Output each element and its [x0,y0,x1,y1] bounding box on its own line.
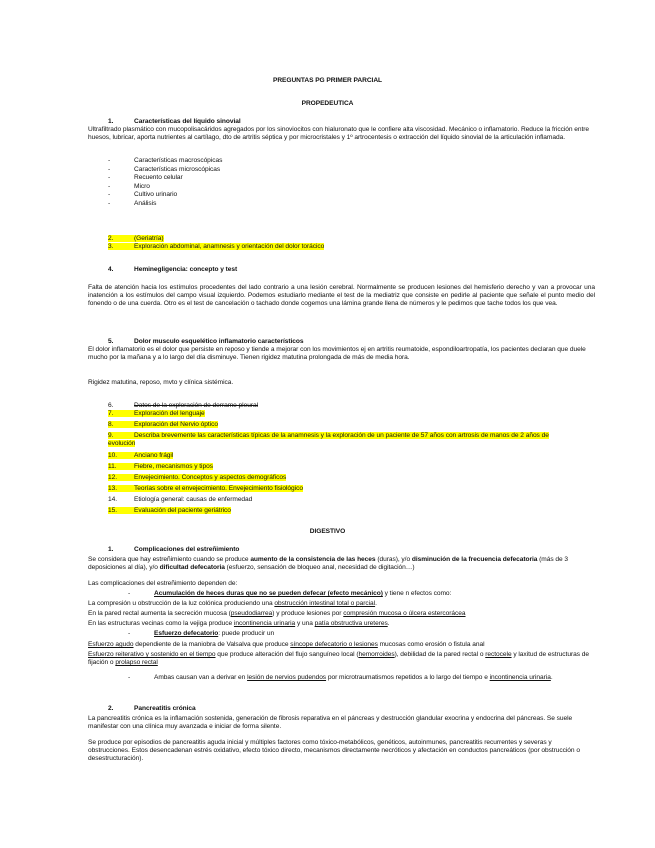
question-heading: 1. Características del líquido sinovial [108,118,241,125]
paragraph: En la pared rectal aumenta la secreción mucosa (pseudodiarrea) y produce lesiones por compresión mucosa o úlcera estercorácea [88,610,466,617]
paragraph: Esfuerzo reiterativo y sostenido en el tiempo que produce alteración del flujo sanguíneo local (hemorroides), debilidad de la pared rectal o rectocele y laxitud de estructuras de fijación o prolapso rectal [88,651,589,666]
question-heading: 1. Complicaciones del estreñimiento [108,546,240,553]
list-item: - Esfuerzo defecatorio: puede producir un [128,630,275,637]
question-item: 2. (Geriatría) [108,235,164,242]
section-heading-digestivo: DIGESTIVO [309,528,346,535]
question-item: 14. Etiología general: causas de enfermedad [108,496,253,503]
list-item: - Recuento celular [108,174,183,181]
question-heading: 4. Heminegligencia: concepto y test [108,266,238,273]
question-item: 12. Envejecimiento. Conceptos y aspectos demográficos [108,474,287,481]
question-item: 11. Fiebre, mecanismos y tipos [108,463,213,470]
paragraph: Las complicaciones del estreñimiento dependen de: [88,580,238,587]
section-heading-propedeutica: PROPEDEUTICA [301,100,354,107]
list-item: - Análisis [108,199,157,207]
question-item: 6. Datos de la exploración de derrame pleural [108,402,258,409]
paragraph: En las estructuras vecinas como la vejiga produce incontinencia urinaria y una patía obstructiva ureteres. [88,620,390,627]
question-item: 15. Evaluación del paciente geriátrico [108,507,231,514]
paragraph: Esfuerzo agudo dependiente de la maniobra de Valsalva que produce síncope defecatorio o lesiones mucosas como erosión o fistula anal [88,641,485,648]
question-item: 7. Exploración del lenguaje [108,410,205,417]
question-answer: Ultrafiltrado plasmático con mucopolisacáridos agregados por los sinoviocitos con hialuronato que le confiere alta viscosidad. Mecánico o inflamatorio. Reduce la fricción entre huesos, lubricar, aporta nutrientes al cartílago, dto de artritis séptica y por microcristales y 1º artrocentesis o extracción del líquido sinovial de la articulación inflamada. [88,126,590,141]
question-answer: La pancreatitis crónica es la inflamación sostenida, generación de fibrosis reparativa en el páncreas y destrucción glandular exocrina y endocrina del páncreas. Se suele manifestar con una clínica muy avanzada e iniciar de forma silente. [88,715,573,730]
question-answer: Se considera que hay estreñimiento cuando se produce aumento de la consistencia de las heces (duras), y/o disminución de la frecuencia defecatoria (más de 3 deposiciones al día), y/o dificultad defecatoria (esfuerzo, sensación de bloqueo anal, necesidad de digitación…) [88,556,569,571]
list-item: - Ambas causan van a derivar en lesión de nervios pudendos por microtraumatismos repetidos a lo largo del tiempo e incontinencia urinaria. [128,674,553,681]
question-item: 9. Describa brevemente las características típicas de la anamnesis y la exploración de un paciente de 57 años con artrosis de manos de 2 años de evolución [108,432,549,447]
list-item: - Características macroscópicas [108,157,223,164]
list-item: - Acumulación de heces duras que no se pueden defecar (efecto mecánico) y tiene n efectos como: [128,590,452,597]
list-item: - Cultivo urinario [108,191,178,198]
question-answer: Falta de atención hacia los estímulos procedentes del lado contrario a una lesión cerebral. Normalmente se producen lesiones del hemisferio derecho y van a provocar una inatención a los estímulos del campo visual izquierdo. Podemos estudiarlo mediante el test de la mediatriz que consiste en pedirle al paciente que señale el punto medio del fonendo o de una cuerda. Otro es el test de cancelación o tachado donde cogemos una lámina grande llena de números y le pedimos que tache todos los que vea. [88,284,595,307]
question-item: 13. Teorías sobre el envejecimiento. Envejecimiento fisiológico [108,485,303,492]
question-item: 10. Anciano frágil [108,452,174,459]
question-heading: 2. Pancreatitis crónica [108,705,196,712]
document-title: PREGUNTAS PG PRIMER PARCIAL [272,77,383,84]
question-heading: 5. Dolor musculo esquelético inflamatorio característicos [108,338,304,345]
question-item: 8. Exploración del Nervio óptico [108,421,218,428]
question-item: 3. Exploración abdominal, anamnesis y orientación del dolor torácico [108,243,325,250]
list-item: - Características microscópicas [108,165,221,173]
question-answer: Se produce por episodios de pancreatitis aguda inicial y múltiples factores como tóxico-metabólicos, genéticos, autoinmunes, pancreatitis recurrentes y severas y obstrucciones. Estos desencadenan estrés oxidativo, efecto tóxico directo, mecanismos directamente necróticos y afectación en conductos pancreáticos (por obstrucción o desestructuración). [88,739,580,762]
question-answer-summary: Rigidez matutina, reposo, mvto y clínica sistémica. [88,379,234,386]
list-item: - Micro [108,182,150,190]
paragraph: La compresión u obstrucción de la luz colónica produciendo una obstrucción intestinal total o parcial. [88,600,377,607]
question-answer: El dolor inflamatorio es el dolor que persiste en reposo y tiende a mejorar con los movimientos ej en artritis reumatoide, espondiloartropatía, los pacientes declaran que duele mucho por la mañana y a lo largo del día disminuye. Tienen rigidez matutina prolongada de más de media hora. [88,346,586,361]
